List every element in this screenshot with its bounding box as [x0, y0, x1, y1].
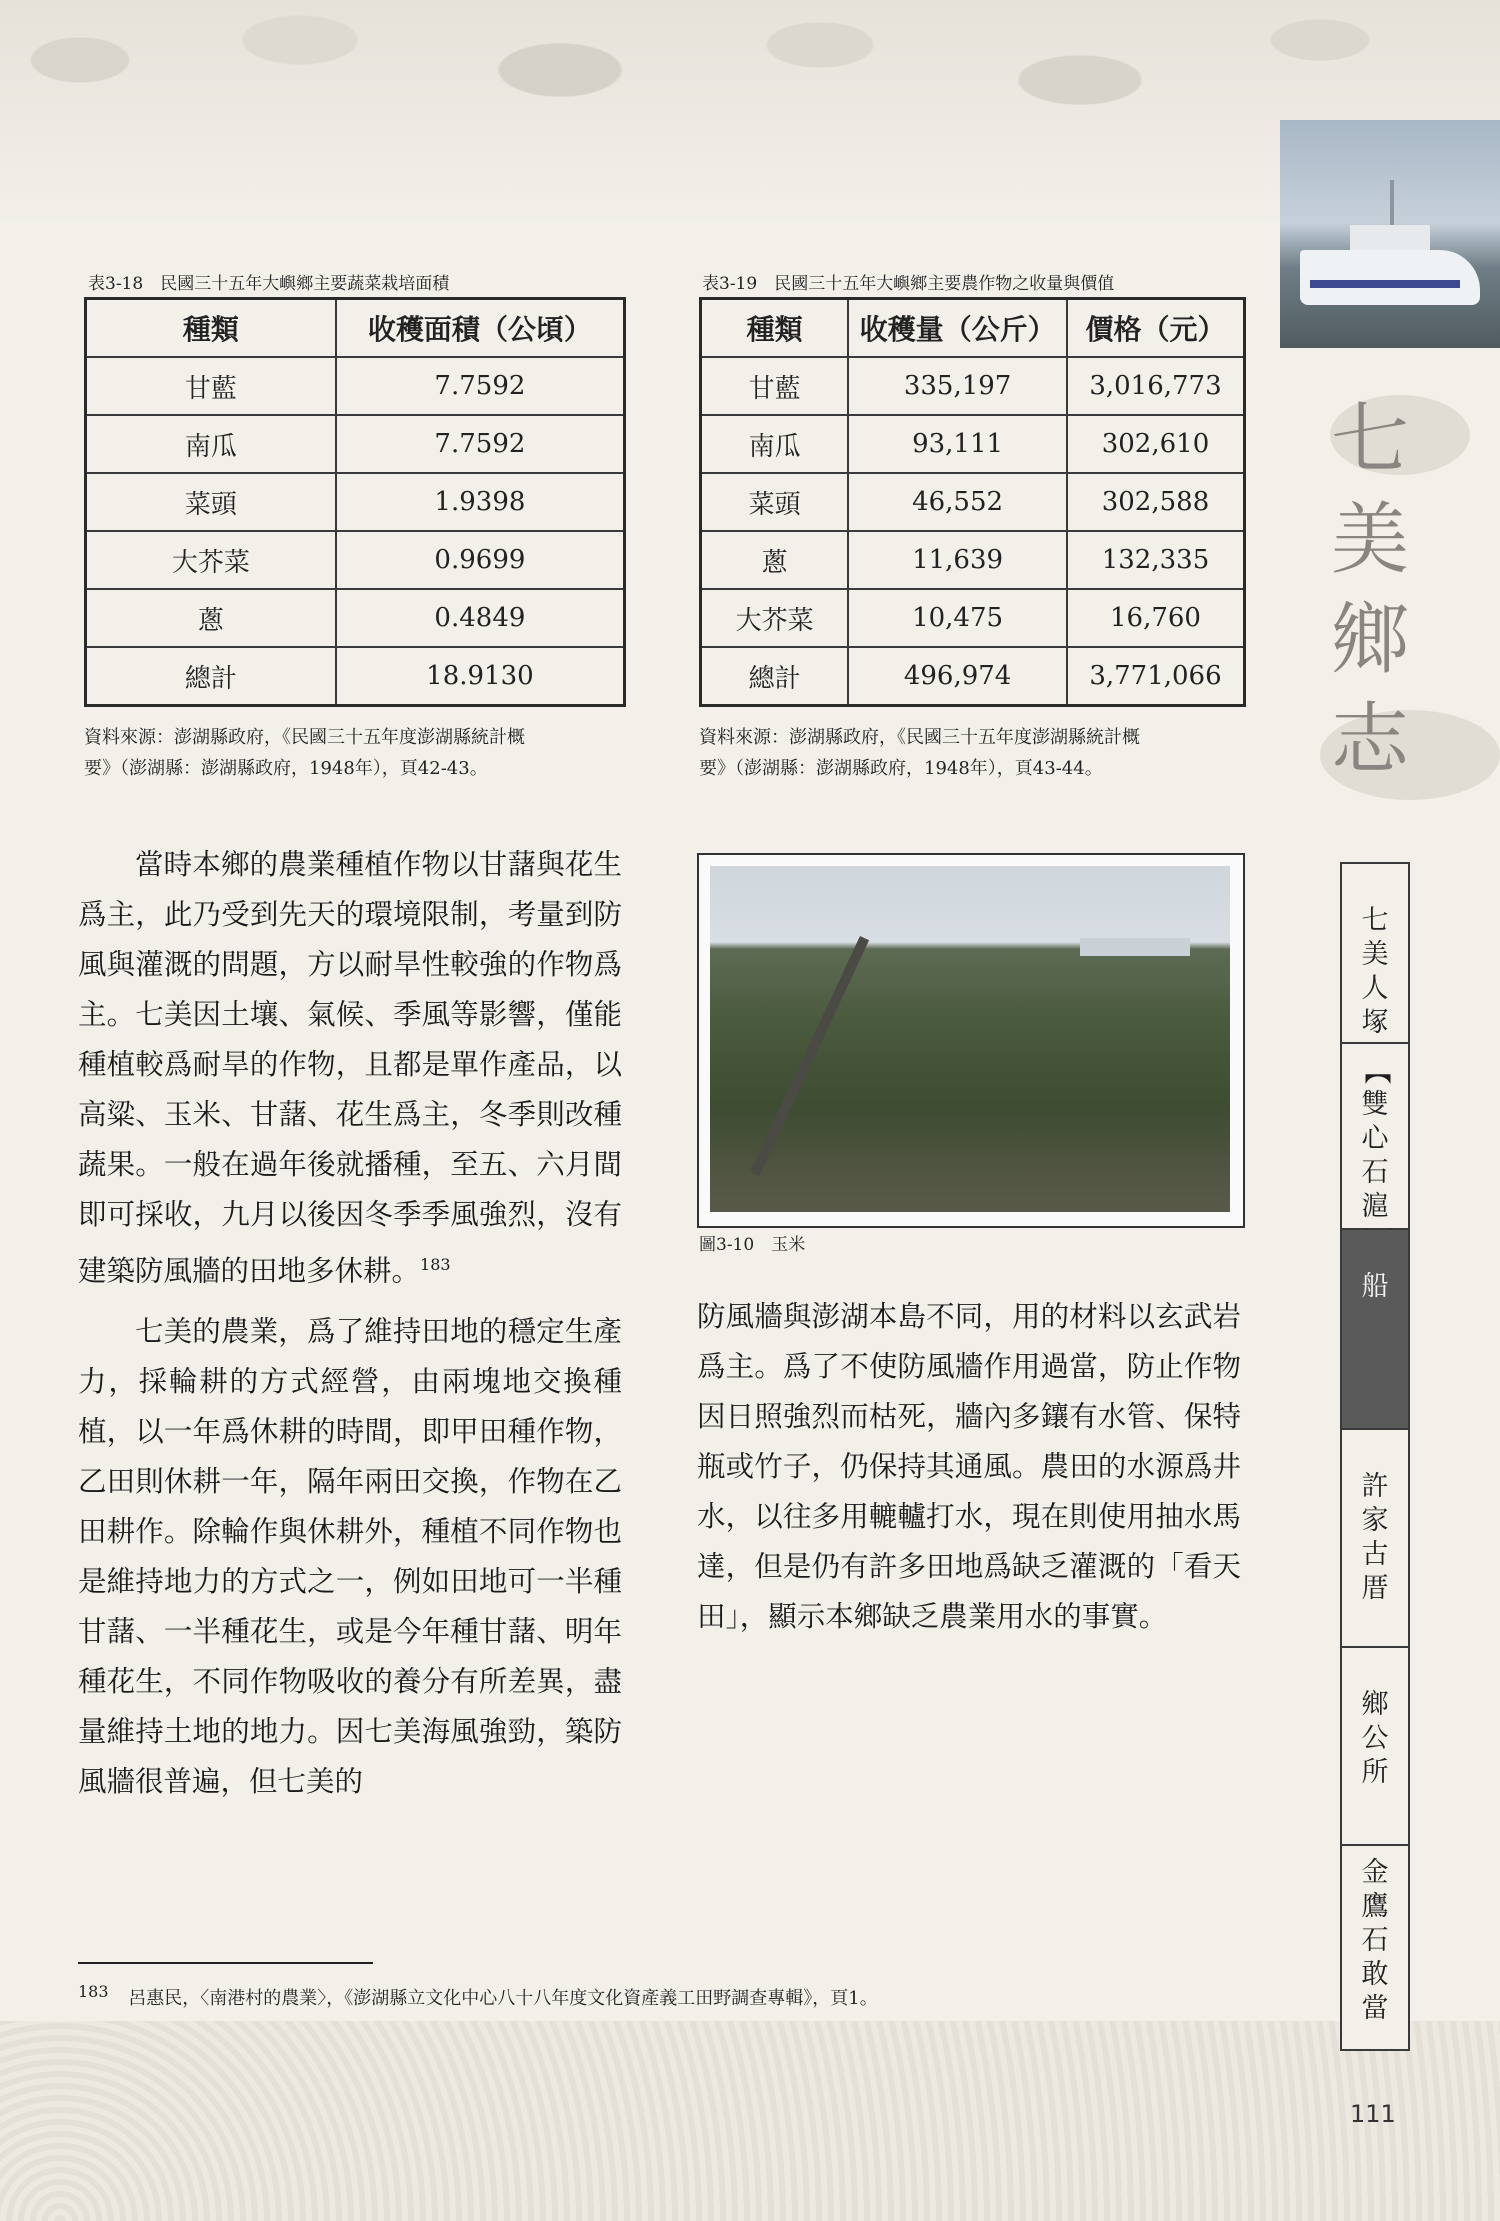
calligraphy-char: 鄉	[1330, 595, 1409, 685]
row-label-cell: 蔥	[701, 531, 849, 589]
table-row	[701, 647, 1245, 706]
calligraphy-title	[1325, 390, 1415, 790]
table2-caption: 表3-19 民國三十五年大嶼鄉主要農作物之收量與價值	[702, 274, 1115, 294]
table-row	[86, 357, 625, 415]
table-row	[701, 531, 1245, 589]
boat-mast	[1390, 180, 1394, 230]
row-label-cell: 大芥菜	[86, 531, 336, 589]
decorative-wave-footer	[0, 2021, 1500, 2221]
footnote-divider	[78, 1962, 373, 1964]
side-tab-eagle-stone[interactable]	[1342, 1846, 1408, 2049]
side-tab-char: 心	[1361, 1123, 1389, 1154]
table-header-row	[701, 299, 1245, 358]
paragraph: 七美的農業，爲了維持田地的穩定生產力，採輪耕的方式經營，由兩塊地交換種植，以一年爲休耕的時間，即甲田種作物，乙田則休耕一年，隔年兩田交換，作物在乙田耕作。除輪作與休耕外，種植不同作物也是維持地力的方式之一，例如田地可一半種甘藷、一半種花生，或是今年種甘藷、明年種花生，不同作物吸收的養分有所差異，盡量維持土地的地力。因七美海風強勁，築防風牆很普遍，但七美的	[78, 1314, 622, 1798]
value-cell: 7.7592	[336, 415, 625, 473]
value-cell: 132,335	[1067, 531, 1245, 589]
paragraph	[78, 840, 622, 1297]
body-left-column	[78, 840, 622, 1807]
side-tab-char: 七	[1361, 905, 1389, 936]
side-tab-char: 所	[1361, 1757, 1389, 1788]
table-row	[86, 415, 625, 473]
footnote	[78, 1982, 878, 2010]
table1-caption: 表3-18 民國三十五年大嶼鄉主要蔬菜栽培面積	[88, 274, 450, 294]
boat-photo	[1280, 120, 1500, 348]
value-cell: 496,974	[848, 647, 1067, 706]
source-line: 資料來源：澎湖縣政府，《民國三十五年度澎湖縣統計概	[84, 727, 525, 748]
row-label-cell: 南瓜	[701, 415, 849, 473]
footnote-ref[interactable]: 183	[420, 1255, 451, 1274]
value-cell: 302,588	[1067, 473, 1245, 531]
side-tab-qimei-tomb[interactable]	[1342, 864, 1408, 1044]
source-line: 要》（澎湖縣：澎湖縣政府，1948年），頁42-43。	[84, 758, 488, 779]
side-tab-hsu-house[interactable]	[1342, 1430, 1408, 1648]
side-tab-char: 公	[1361, 1723, 1389, 1754]
side-tab-char: 厝	[1361, 1573, 1389, 1604]
crop-yield-table	[699, 297, 1246, 707]
column-header: 種類	[701, 299, 849, 358]
side-tab-char: 鄉	[1361, 1689, 1389, 1720]
table-row	[701, 415, 1245, 473]
value-cell: 0.4849	[336, 589, 625, 647]
side-tab-township-office[interactable]	[1342, 1648, 1408, 1846]
side-tab-char: 家	[1361, 1505, 1389, 1536]
side-tab-char: 金	[1361, 1857, 1389, 1888]
body-right-column	[697, 1292, 1241, 1642]
row-label-cell: 菜頭	[701, 473, 849, 531]
table-row	[86, 589, 625, 647]
value-cell: 16,760	[1067, 589, 1245, 647]
column-header: 種類	[86, 299, 336, 358]
value-cell: 18.9130	[336, 647, 625, 706]
row-label-cell: 總計	[701, 647, 849, 706]
table-row	[86, 473, 625, 531]
row-label-cell: 大芥菜	[701, 589, 849, 647]
value-cell: 93,111	[848, 415, 1067, 473]
side-tab-char: 塚	[1361, 1007, 1389, 1038]
calligraphy-char: 志	[1330, 695, 1409, 785]
chapter-side-tabs	[1340, 862, 1410, 2051]
paragraph-text: 當時本鄉的農業種植作物以甘藷與花生爲主，此乃受到先天的環境限制，考量到防風與灌溉的問題，方以耐旱性較強的作物爲主。七美因土壤、氣候、季風等影響，僅能種植較爲耐旱的作物，且都是單作產品，以高粱、玉米、甘藷、花生爲主，冬季則改種蔬果。一般在過年後就播種，至五、六月間即可採收，九月以後因冬季季風強烈，沒有建築防風牆的田地多休耕。	[78, 848, 622, 1288]
column-header: 收穫量（公斤）	[848, 299, 1067, 358]
side-tab-char: 鷹	[1361, 1891, 1389, 1922]
row-label-cell: 蔥	[86, 589, 336, 647]
side-tab-char: 雙	[1361, 1089, 1389, 1120]
column-header: 價格（元）	[1067, 299, 1245, 358]
value-cell: 335,197	[848, 357, 1067, 415]
row-label-cell: 甘藍	[701, 357, 849, 415]
table-row	[701, 357, 1245, 415]
side-tab-char: 滬	[1361, 1191, 1389, 1222]
footnote-text: 呂惠民，〈南港村的農業〉，《澎湖縣立文化中心八十八年度文化資產義工田野調查專輯》，頁1。	[128, 1988, 878, 2009]
side-tab-char: 許	[1361, 1471, 1389, 1502]
corn-field-photo	[697, 853, 1245, 1228]
source-line: 要》（澎湖縣：澎湖縣政府，1948年），頁43-44。	[699, 758, 1103, 779]
figure-caption: 圖3-10 玉米	[699, 1235, 806, 1255]
value-cell: 3,016,773	[1067, 357, 1245, 415]
column-header: 收穫面積（公頃）	[336, 299, 625, 358]
value-cell: 10,475	[848, 589, 1067, 647]
paragraph: 防風牆與澎湖本島不同，用的材料以玄武岩爲主。爲了不使防風牆作用過當，防止作物因日照強烈而枯死，牆內多鑲有水管、保特瓶或竹子，仍保持其通風。農田的水源爲井水，以往多用轆轤打水，現在則使用抽水馬達，但是仍有許多田地爲缺乏灌溉的「看天田」，顯示本鄉缺乏農業用水的事實。	[697, 1300, 1241, 1633]
side-tab-boat[interactable]	[1342, 1230, 1408, 1430]
side-tab-char: 【	[1360, 1057, 1391, 1085]
calligraphy-char: 七	[1330, 395, 1409, 485]
decorative-cloud-header	[0, 0, 1500, 230]
side-tab-char: 石	[1361, 1925, 1389, 1956]
row-label-cell: 南瓜	[86, 415, 336, 473]
value-cell: 7.7592	[336, 357, 625, 415]
side-tab-char: 古	[1361, 1539, 1389, 1570]
side-tab-char: 當	[1361, 1993, 1389, 2024]
side-tab-char: 敢	[1361, 1959, 1389, 1990]
table2-source	[699, 722, 1140, 784]
side-tab-char: 美	[1361, 939, 1389, 970]
distant-building	[1080, 938, 1190, 956]
row-label-cell: 菜頭	[86, 473, 336, 531]
row-label-cell: 甘藍	[86, 357, 336, 415]
value-cell: 1.9398	[336, 473, 625, 531]
calligraphy-char: 美	[1330, 495, 1409, 585]
table-header-row	[86, 299, 625, 358]
side-tab-twin-hearts[interactable]	[1342, 1044, 1408, 1230]
footnote-number: 183	[78, 1982, 109, 2001]
table-row	[86, 531, 625, 589]
value-cell: 11,639	[848, 531, 1067, 589]
value-cell: 3,771,066	[1067, 647, 1245, 706]
side-tab-char: 石	[1361, 1157, 1389, 1188]
source-line: 資料來源：澎湖縣政府，《民國三十五年度澎湖縣統計概	[699, 727, 1140, 748]
table-row	[86, 647, 625, 706]
vegetable-area-table	[84, 297, 626, 707]
value-cell: 302,610	[1067, 415, 1245, 473]
table-row	[701, 589, 1245, 647]
side-tab-char: 船	[1361, 1271, 1389, 1302]
wooden-pole	[750, 936, 869, 1176]
boat-hull	[1300, 250, 1480, 305]
side-tab-char: 人	[1361, 973, 1389, 1004]
value-cell: 0.9699	[336, 531, 625, 589]
corn-field-image	[710, 866, 1230, 1212]
table1-source	[84, 722, 525, 784]
table-row	[701, 473, 1245, 531]
value-cell: 46,552	[848, 473, 1067, 531]
boat-stripe	[1310, 280, 1460, 288]
page-number: 111	[1350, 2100, 1396, 2128]
row-label-cell: 總計	[86, 647, 336, 706]
